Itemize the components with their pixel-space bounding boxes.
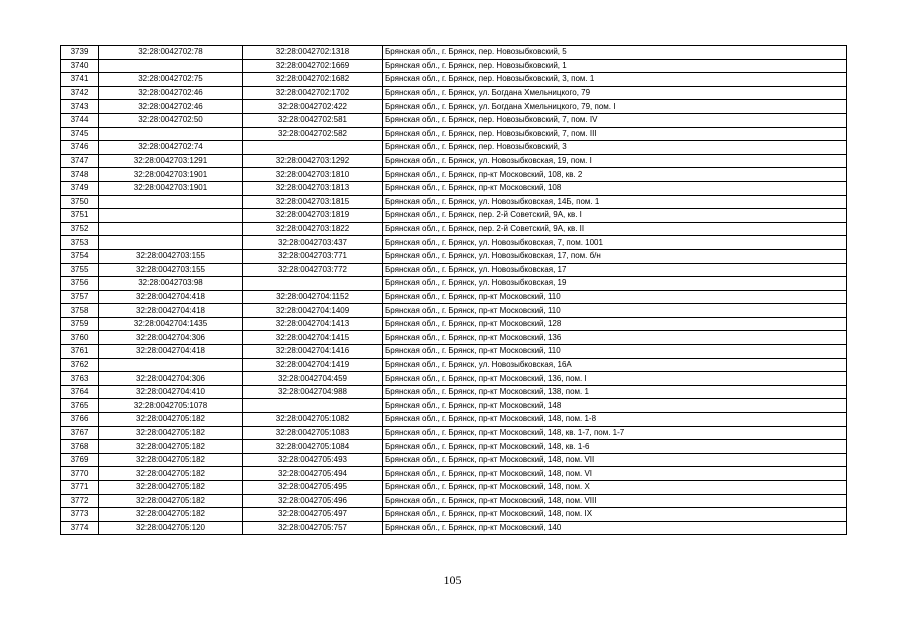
row-number-cell: 3767 xyxy=(61,426,99,440)
parent-cadastral-number-cell xyxy=(99,236,243,250)
table-row xyxy=(61,222,847,236)
parent-cadastral-number-cell: 32:28:0042705:182 xyxy=(99,453,243,467)
row-number-cell: 3751 xyxy=(61,209,99,223)
object-cadastral-number-cell: 32:28:0042705:494 xyxy=(243,467,383,481)
parent-cadastral-number-cell: 32:28:0042705:182 xyxy=(99,413,243,427)
row-number-cell: 3741 xyxy=(61,73,99,87)
address-cell: Брянская обл., г. Брянск, пр-кт Московский, 148, пом. VII xyxy=(383,453,847,467)
address-cell: Брянская обл., г. Брянск, пр-кт Московский, 148, пом. VI xyxy=(383,467,847,481)
object-cadastral-number-cell: 32:28:0042704:1152 xyxy=(243,290,383,304)
address-cell: Брянская обл., г. Брянск, ул. Новозыбковская, 17, пом. б/н xyxy=(383,249,847,263)
parent-cadastral-number-cell: 32:28:0042702:50 xyxy=(99,113,243,127)
row-number-cell: 3757 xyxy=(61,290,99,304)
row-number-cell: 3762 xyxy=(61,358,99,372)
row-number-cell: 3774 xyxy=(61,521,99,535)
address-cell: Брянская обл., г. Брянск, ул. Богдана Хмельницкого, 79, пом. I xyxy=(383,100,847,114)
row-number-cell: 3740 xyxy=(61,59,99,73)
parent-cadastral-number-cell: 32:28:0042705:182 xyxy=(99,481,243,495)
table-row xyxy=(61,249,847,263)
table-row xyxy=(61,426,847,440)
object-cadastral-number-cell: 32:28:0042702:1682 xyxy=(243,73,383,87)
parent-cadastral-number-cell: 32:28:0042702:74 xyxy=(99,141,243,155)
address-cell: Брянская обл., г. Брянск, пр-кт Московский, 148 xyxy=(383,399,847,413)
row-number-cell: 3758 xyxy=(61,304,99,318)
parent-cadastral-number-cell: 32:28:0042703:1901 xyxy=(99,168,243,182)
object-cadastral-number-cell: 32:28:0042702:582 xyxy=(243,127,383,141)
parent-cadastral-number-cell: 32:28:0042703:155 xyxy=(99,263,243,277)
table-row xyxy=(61,181,847,195)
parent-cadastral-number-cell: 32:28:0042705:182 xyxy=(99,494,243,508)
row-number-cell: 3768 xyxy=(61,440,99,454)
parent-cadastral-number-cell xyxy=(99,59,243,73)
parent-cadastral-number-cell xyxy=(99,222,243,236)
parent-cadastral-number-cell xyxy=(99,209,243,223)
parent-cadastral-number-cell xyxy=(99,127,243,141)
parent-cadastral-number-cell: 32:28:0042705:182 xyxy=(99,426,243,440)
table-row xyxy=(61,385,847,399)
row-number-cell: 3756 xyxy=(61,277,99,291)
row-number-cell: 3763 xyxy=(61,372,99,386)
table-row xyxy=(61,372,847,386)
address-cell: Брянская обл., г. Брянск, пр-кт Московский, 148, пом. IX xyxy=(383,508,847,522)
page-number: 105 xyxy=(443,573,462,587)
parent-cadastral-number-cell xyxy=(99,195,243,209)
table-row xyxy=(61,59,847,73)
parent-cadastral-number-cell: 32:28:0042704:306 xyxy=(99,372,243,386)
address-cell: Брянская обл., г. Брянск, пр-кт Московский, 108 xyxy=(383,181,847,195)
address-cell: Брянская обл., г. Брянск, пер. Новозыбковский, 3, пом. 1 xyxy=(383,73,847,87)
address-cell: Брянская обл., г. Брянск, пр-кт Московский, 136, пом. I xyxy=(383,372,847,386)
object-cadastral-number-cell: 32:28:0042704:459 xyxy=(243,372,383,386)
row-number-cell: 3761 xyxy=(61,345,99,359)
address-cell: Брянская обл., г. Брянск, пр-кт Московский, 148, кв. 1-7, пом. 1-7 xyxy=(383,426,847,440)
parent-cadastral-number-cell: 32:28:0042705:182 xyxy=(99,508,243,522)
table-row xyxy=(61,73,847,87)
parent-cadastral-number-cell: 32:28:0042704:418 xyxy=(99,290,243,304)
parent-cadastral-number-cell: 32:28:0042705:182 xyxy=(99,440,243,454)
object-cadastral-number-cell xyxy=(243,141,383,155)
row-number-cell: 3753 xyxy=(61,236,99,250)
object-cadastral-number-cell: 32:28:0042702:1318 xyxy=(243,46,383,60)
row-number-cell: 3755 xyxy=(61,263,99,277)
object-cadastral-number-cell: 32:28:0042705:495 xyxy=(243,481,383,495)
parent-cadastral-number-cell: 32:28:0042704:418 xyxy=(99,345,243,359)
table-row xyxy=(61,46,847,60)
object-cadastral-number-cell: 32:28:0042703:1810 xyxy=(243,168,383,182)
object-cadastral-number-cell: 32:28:0042704:1409 xyxy=(243,304,383,318)
row-number-cell: 3750 xyxy=(61,195,99,209)
address-cell: Брянская обл., г. Брянск, пр-кт Московский, 140 xyxy=(383,521,847,535)
object-cadastral-number-cell: 32:28:0042702:1702 xyxy=(243,86,383,100)
parent-cadastral-number-cell: 32:28:0042702:75 xyxy=(99,73,243,87)
object-cadastral-number-cell: 32:28:0042704:1415 xyxy=(243,331,383,345)
row-number-cell: 3770 xyxy=(61,467,99,481)
address-cell: Брянская обл., г. Брянск, пер. Новозыбковский, 7, пом. III xyxy=(383,127,847,141)
parent-cadastral-number-cell: 32:28:0042702:46 xyxy=(99,100,243,114)
object-cadastral-number-cell: 32:28:0042703:1815 xyxy=(243,195,383,209)
object-cadastral-number-cell: 32:28:0042703:1813 xyxy=(243,181,383,195)
table-row xyxy=(61,168,847,182)
address-cell: Брянская обл., г. Брянск, пр-кт Московский, 128 xyxy=(383,317,847,331)
address-cell: Брянская обл., г. Брянск, ул. Новозыбковская, 19, пом. I xyxy=(383,154,847,168)
address-cell: Брянская обл., г. Брянск, ул. Новозыбковская, 19 xyxy=(383,277,847,291)
object-cadastral-number-cell: 32:28:0042704:988 xyxy=(243,385,383,399)
address-cell: Брянская обл., г. Брянск, пр-кт Московский, 110 xyxy=(383,290,847,304)
row-number-cell: 3765 xyxy=(61,399,99,413)
row-number-cell: 3771 xyxy=(61,481,99,495)
table-row xyxy=(61,195,847,209)
table-row xyxy=(61,399,847,413)
table-row xyxy=(61,345,847,359)
object-cadastral-number-cell: 32:28:0042704:1419 xyxy=(243,358,383,372)
address-cell: Брянская обл., г. Брянск, пер. Новозыбковский, 3 xyxy=(383,141,847,155)
object-cadastral-number-cell: 32:28:0042703:772 xyxy=(243,263,383,277)
address-cell: Брянская обл., г. Брянск, ул. Новозыбковская, 7, пом. 1001 xyxy=(383,236,847,250)
row-number-cell: 3747 xyxy=(61,154,99,168)
parent-cadastral-number-cell: 32:28:0042704:418 xyxy=(99,304,243,318)
parent-cadastral-number-cell: 32:28:0042704:1435 xyxy=(99,317,243,331)
object-cadastral-number-cell: 32:28:0042703:437 xyxy=(243,236,383,250)
object-cadastral-number-cell: 32:28:0042705:496 xyxy=(243,494,383,508)
table-row xyxy=(61,358,847,372)
address-cell: Брянская обл., г. Брянск, пер. Новозыбковский, 1 xyxy=(383,59,847,73)
table-row xyxy=(61,209,847,223)
object-cadastral-number-cell: 32:28:0042705:1083 xyxy=(243,426,383,440)
table-row xyxy=(61,481,847,495)
object-cadastral-number-cell: 32:28:0042702:1669 xyxy=(243,59,383,73)
parent-cadastral-number-cell xyxy=(99,358,243,372)
object-cadastral-number-cell: 32:28:0042705:1084 xyxy=(243,440,383,454)
address-cell: Брянская обл., г. Брянск, ул. Богдана Хмельницкого, 79 xyxy=(383,86,847,100)
object-cadastral-number-cell: 32:28:0042702:581 xyxy=(243,113,383,127)
row-number-cell: 3772 xyxy=(61,494,99,508)
row-number-cell: 3748 xyxy=(61,168,99,182)
parent-cadastral-number-cell: 32:28:0042703:1901 xyxy=(99,181,243,195)
table-row xyxy=(61,304,847,318)
row-number-cell: 3746 xyxy=(61,141,99,155)
row-number-cell: 3773 xyxy=(61,508,99,522)
table-row xyxy=(61,413,847,427)
object-cadastral-number-cell: 32:28:0042704:1416 xyxy=(243,345,383,359)
row-number-cell: 3739 xyxy=(61,46,99,60)
address-cell: Брянская обл., г. Брянск, пер. Новозыбковский, 7, пом. IV xyxy=(383,113,847,127)
parent-cadastral-number-cell: 32:28:0042704:410 xyxy=(99,385,243,399)
address-cell: Брянская обл., г. Брянск, пр-кт Московский, 148, пом. X xyxy=(383,481,847,495)
address-cell: Брянская обл., г. Брянск, пр-кт Московский, 108, кв. 2 xyxy=(383,168,847,182)
address-cell: Брянская обл., г. Брянск, ул. Новозыбковская, 14Б, пом. 1 xyxy=(383,195,847,209)
row-number-cell: 3764 xyxy=(61,385,99,399)
parent-cadastral-number-cell: 32:28:0042702:46 xyxy=(99,86,243,100)
address-cell: Брянская обл., г. Брянск, пер. 2-й Советский, 9А, кв. I xyxy=(383,209,847,223)
parent-cadastral-number-cell: 32:28:0042703:1291 xyxy=(99,154,243,168)
object-cadastral-number-cell: 32:28:0042703:1292 xyxy=(243,154,383,168)
row-number-cell: 3743 xyxy=(61,100,99,114)
row-number-cell: 3759 xyxy=(61,317,99,331)
object-cadastral-number-cell: 32:28:0042703:1819 xyxy=(243,209,383,223)
table-row xyxy=(61,277,847,291)
object-cadastral-number-cell: 32:28:0042704:1413 xyxy=(243,317,383,331)
table-row xyxy=(61,440,847,454)
address-cell: Брянская обл., г. Брянск, пр-кт Московский, 110 xyxy=(383,304,847,318)
table-row xyxy=(61,86,847,100)
table-row xyxy=(61,317,847,331)
table-row xyxy=(61,236,847,250)
row-number-cell: 3752 xyxy=(61,222,99,236)
object-cadastral-number-cell xyxy=(243,399,383,413)
table-row xyxy=(61,508,847,522)
table-row xyxy=(61,331,847,345)
table-row xyxy=(61,127,847,141)
address-cell: Брянская обл., г. Брянск, пр-кт Московский, 148, пом. VIII xyxy=(383,494,847,508)
address-cell: Брянская обл., г. Брянск, пр-кт Московский, 136 xyxy=(383,331,847,345)
object-cadastral-number-cell: 32:28:0042702:422 xyxy=(243,100,383,114)
table-row xyxy=(61,521,847,535)
row-number-cell: 3742 xyxy=(61,86,99,100)
table-row xyxy=(61,467,847,481)
row-number-cell: 3749 xyxy=(61,181,99,195)
row-number-cell: 3760 xyxy=(61,331,99,345)
row-number-cell: 3745 xyxy=(61,127,99,141)
row-number-cell: 3754 xyxy=(61,249,99,263)
object-cadastral-number-cell: 32:28:0042703:771 xyxy=(243,249,383,263)
table-row xyxy=(61,290,847,304)
object-cadastral-number-cell: 32:28:0042703:1822 xyxy=(243,222,383,236)
parent-cadastral-number-cell: 32:28:0042703:98 xyxy=(99,277,243,291)
table-row xyxy=(61,453,847,467)
row-number-cell: 3766 xyxy=(61,413,99,427)
address-cell: Брянская обл., г. Брянск, пр-кт Московский, 138, пом. 1 xyxy=(383,385,847,399)
address-cell: Брянская обл., г. Брянск, пер. Новозыбковский, 5 xyxy=(383,46,847,60)
table-row xyxy=(61,100,847,114)
parent-cadastral-number-cell: 32:28:0042705:1078 xyxy=(99,399,243,413)
parent-cadastral-number-cell: 32:28:0042705:120 xyxy=(99,521,243,535)
address-cell: Брянская обл., г. Брянск, ул. Новозыбковская, 16А xyxy=(383,358,847,372)
address-cell: Брянская обл., г. Брянск, пр-кт Московский, 148, кв. 1-6 xyxy=(383,440,847,454)
object-cadastral-number-cell xyxy=(243,277,383,291)
address-cell: Брянская обл., г. Брянск, пер. 2-й Советский, 9А, кв. II xyxy=(383,222,847,236)
address-cell: Брянская обл., г. Брянск, пр-кт Московский, 110 xyxy=(383,345,847,359)
table-row xyxy=(61,141,847,155)
table-row xyxy=(61,263,847,277)
parent-cadastral-number-cell: 32:28:0042702:78 xyxy=(99,46,243,60)
row-number-cell: 3769 xyxy=(61,453,99,467)
table-body xyxy=(61,46,847,535)
object-cadastral-number-cell: 32:28:0042705:493 xyxy=(243,453,383,467)
object-cadastral-number-cell: 32:28:0042705:497 xyxy=(243,508,383,522)
row-number-cell: 3744 xyxy=(61,113,99,127)
object-cadastral-number-cell: 32:28:0042705:757 xyxy=(243,521,383,535)
parent-cadastral-number-cell: 32:28:0042704:306 xyxy=(99,331,243,345)
parent-cadastral-number-cell: 32:28:0042705:182 xyxy=(99,467,243,481)
cadastral-table xyxy=(60,45,847,535)
table-row xyxy=(61,113,847,127)
object-cadastral-number-cell: 32:28:0042705:1082 xyxy=(243,413,383,427)
table-row xyxy=(61,494,847,508)
parent-cadastral-number-cell: 32:28:0042703:155 xyxy=(99,249,243,263)
address-cell: Брянская обл., г. Брянск, пр-кт Московский, 148, пом. 1-8 xyxy=(383,413,847,427)
table-row xyxy=(61,154,847,168)
address-cell: Брянская обл., г. Брянск, ул. Новозыбковская, 17 xyxy=(383,263,847,277)
